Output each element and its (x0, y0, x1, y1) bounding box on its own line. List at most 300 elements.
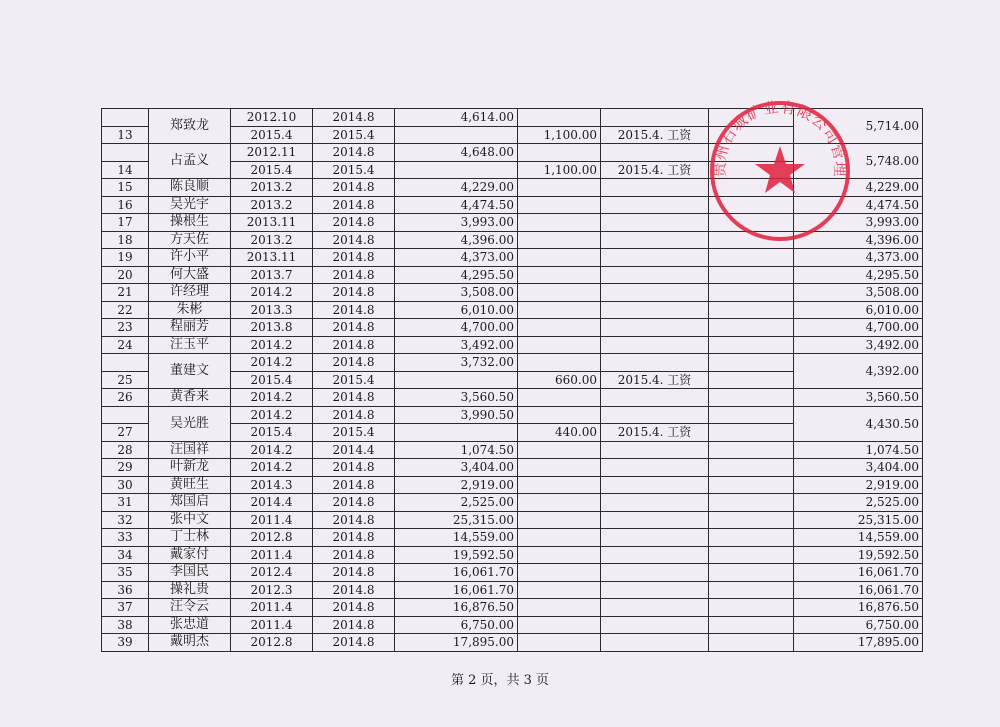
extra-amount (518, 301, 601, 319)
extra-amount (518, 231, 601, 249)
employee-name: 戴家付 (149, 546, 231, 564)
note (601, 529, 709, 547)
row-number: 39 (102, 634, 149, 652)
start-date: 2013.11 (231, 214, 313, 232)
end-date: 2014.4 (313, 441, 395, 459)
start-date: 2014.2 (231, 336, 313, 354)
end-date: 2014.8 (313, 406, 395, 424)
employee-name: 陈良顺 (149, 179, 231, 197)
row-number: 18 (102, 231, 149, 249)
row-number: 34 (102, 546, 149, 564)
amount: 3,993.00 (395, 214, 518, 232)
end-date: 2014.8 (313, 196, 395, 214)
blank-cell (709, 179, 794, 197)
row-number: 16 (102, 196, 149, 214)
extra-amount (518, 581, 601, 599)
table-row (102, 529, 923, 547)
blank-cell (709, 616, 794, 634)
blank-cell (709, 284, 794, 302)
employee-name: 戴明杰 (149, 634, 231, 652)
blank-cell (709, 109, 794, 127)
end-date: 2015.4 (313, 424, 395, 442)
total-amount: 19,592.50 (794, 546, 923, 564)
row-number (102, 354, 149, 372)
note (601, 599, 709, 617)
end-date: 2014.8 (313, 179, 395, 197)
extra-amount (518, 634, 601, 652)
end-date: 2014.8 (313, 476, 395, 494)
start-date: 2013.2 (231, 179, 313, 197)
end-date: 2014.8 (313, 249, 395, 267)
blank-cell (709, 319, 794, 337)
start-date: 2011.4 (231, 546, 313, 564)
row-number: 27 (102, 424, 149, 442)
note (601, 581, 709, 599)
row-number: 25 (102, 371, 149, 389)
employee-name: 方天佐 (149, 231, 231, 249)
end-date: 2014.8 (313, 599, 395, 617)
blank-cell (709, 266, 794, 284)
row-number (102, 109, 149, 127)
employee-name: 张中文 (149, 511, 231, 529)
wage-table (101, 108, 923, 652)
note (601, 196, 709, 214)
amount: 4,373.00 (395, 249, 518, 267)
start-date: 2012.8 (231, 634, 313, 652)
blank-cell (709, 301, 794, 319)
seal-text: 贵州石城矿业有限公司管理 (710, 98, 850, 178)
note (601, 109, 709, 127)
total-amount: 3,993.00 (794, 214, 923, 232)
employee-name: 吴光胜 (149, 406, 231, 441)
table-row (102, 389, 923, 407)
total-amount: 4,373.00 (794, 249, 923, 267)
extra-amount (518, 179, 601, 197)
row-number: 13 (102, 126, 149, 144)
table-row (102, 546, 923, 564)
end-date: 2014.8 (313, 266, 395, 284)
end-date: 2015.4 (313, 161, 395, 179)
note (601, 301, 709, 319)
amount: 19,592.50 (395, 546, 518, 564)
extra-amount: 440.00 (518, 424, 601, 442)
amount: 4,474.50 (395, 196, 518, 214)
total-amount: 14,559.00 (794, 529, 923, 547)
end-date: 2014.8 (313, 634, 395, 652)
extra-amount (518, 389, 601, 407)
note: 2015.4. 工资 (601, 161, 709, 179)
note: 2015.4. 工资 (601, 126, 709, 144)
end-date: 2014.8 (313, 214, 395, 232)
note (601, 616, 709, 634)
employee-name: 何大盛 (149, 266, 231, 284)
note (601, 494, 709, 512)
end-date: 2014.8 (313, 284, 395, 302)
row-number: 35 (102, 564, 149, 582)
row-number: 23 (102, 319, 149, 337)
extra-amount (518, 494, 601, 512)
amount: 4,614.00 (395, 109, 518, 127)
end-date: 2014.8 (313, 231, 395, 249)
blank-cell (709, 424, 794, 442)
extra-amount (518, 476, 601, 494)
row-number: 28 (102, 441, 149, 459)
table-row (102, 336, 923, 354)
start-date: 2011.4 (231, 511, 313, 529)
employee-name: 许小平 (149, 249, 231, 267)
blank-cell (709, 126, 794, 144)
amount (395, 161, 518, 179)
table-row (102, 494, 923, 512)
amount: 16,061.70 (395, 564, 518, 582)
end-date: 2015.4 (313, 126, 395, 144)
row-number: 30 (102, 476, 149, 494)
table-row (102, 441, 923, 459)
employee-name: 李国民 (149, 564, 231, 582)
amount: 3,492.00 (395, 336, 518, 354)
total-amount: 5,748.00 (794, 144, 923, 179)
blank-cell (709, 494, 794, 512)
amount: 4,396.00 (395, 231, 518, 249)
row-number: 29 (102, 459, 149, 477)
end-date: 2014.8 (313, 546, 395, 564)
start-date: 2015.4 (231, 126, 313, 144)
blank-cell (709, 564, 794, 582)
end-date: 2014.8 (313, 581, 395, 599)
amount: 14,559.00 (395, 529, 518, 547)
amount: 4,229.00 (395, 179, 518, 197)
end-date: 2014.8 (313, 301, 395, 319)
table-row (102, 581, 923, 599)
total-amount: 16,061.70 (794, 581, 923, 599)
start-date: 2012.8 (231, 529, 313, 547)
table-row (102, 249, 923, 267)
employee-name: 吴光宇 (149, 196, 231, 214)
note (601, 546, 709, 564)
extra-amount (518, 441, 601, 459)
note (601, 406, 709, 424)
extra-amount (518, 599, 601, 617)
extra-amount (518, 529, 601, 547)
start-date: 2014.2 (231, 406, 313, 424)
row-number: 32 (102, 511, 149, 529)
start-date: 2014.2 (231, 354, 313, 372)
total-amount: 6,750.00 (794, 616, 923, 634)
extra-amount: 1,100.00 (518, 126, 601, 144)
row-number: 24 (102, 336, 149, 354)
note (601, 476, 709, 494)
employee-name: 朱彬 (149, 301, 231, 319)
row-number: 38 (102, 616, 149, 634)
amount: 2,525.00 (395, 494, 518, 512)
extra-amount (518, 354, 601, 372)
end-date: 2014.8 (313, 389, 395, 407)
extra-amount (518, 144, 601, 162)
extra-amount (518, 511, 601, 529)
extra-amount (518, 266, 601, 284)
employee-name: 丁士林 (149, 529, 231, 547)
extra-amount (518, 319, 601, 337)
amount: 4,700.00 (395, 319, 518, 337)
extra-amount (518, 109, 601, 127)
start-date: 2013.2 (231, 196, 313, 214)
employee-name: 董建文 (149, 354, 231, 389)
note (601, 214, 709, 232)
row-number: 37 (102, 599, 149, 617)
blank-cell (709, 231, 794, 249)
blank-cell (709, 214, 794, 232)
row-number: 15 (102, 179, 149, 197)
table-row (102, 266, 923, 284)
blank-cell (709, 406, 794, 424)
total-amount: 2,525.00 (794, 494, 923, 512)
row-number: 14 (102, 161, 149, 179)
blank-cell (709, 336, 794, 354)
total-amount: 3,404.00 (794, 459, 923, 477)
amount: 1,074.50 (395, 441, 518, 459)
start-date: 2012.11 (231, 144, 313, 162)
note (601, 511, 709, 529)
start-date: 2014.2 (231, 389, 313, 407)
blank-cell (709, 161, 794, 179)
employee-name: 占孟义 (149, 144, 231, 179)
employee-name: 汪国祥 (149, 441, 231, 459)
amount (395, 424, 518, 442)
start-date: 2013.2 (231, 231, 313, 249)
note (601, 319, 709, 337)
table-row (102, 179, 923, 197)
blank-cell (709, 371, 794, 389)
end-date: 2014.8 (313, 564, 395, 582)
amount: 3,404.00 (395, 459, 518, 477)
end-date: 2014.8 (313, 319, 395, 337)
amount: 3,560.50 (395, 389, 518, 407)
total-amount: 3,560.50 (794, 389, 923, 407)
total-amount: 4,474.50 (794, 196, 923, 214)
start-date: 2015.4 (231, 371, 313, 389)
table-row (102, 599, 923, 617)
table-row (102, 459, 923, 477)
total-amount: 4,229.00 (794, 179, 923, 197)
start-date: 2013.3 (231, 301, 313, 319)
start-date: 2014.3 (231, 476, 313, 494)
note: 2015.4. 工资 (601, 424, 709, 442)
employee-name: 程丽芳 (149, 319, 231, 337)
employee-name: 黄香来 (149, 389, 231, 407)
total-amount: 17,895.00 (794, 634, 923, 652)
end-date: 2014.8 (313, 354, 395, 372)
extra-amount (518, 616, 601, 634)
table-row (102, 354, 923, 372)
employee-name: 黄旺生 (149, 476, 231, 494)
note (601, 179, 709, 197)
row-number: 33 (102, 529, 149, 547)
employee-name: 郑国启 (149, 494, 231, 512)
start-date: 2011.4 (231, 616, 313, 634)
extra-amount: 1,100.00 (518, 161, 601, 179)
employee-name: 许经理 (149, 284, 231, 302)
note (601, 249, 709, 267)
row-number: 17 (102, 214, 149, 232)
total-amount: 4,396.00 (794, 231, 923, 249)
blank-cell (709, 546, 794, 564)
total-amount: 2,919.00 (794, 476, 923, 494)
amount (395, 126, 518, 144)
amount: 3,990.50 (395, 406, 518, 424)
extra-amount (518, 284, 601, 302)
amount: 2,919.00 (395, 476, 518, 494)
amount: 4,295.50 (395, 266, 518, 284)
end-date: 2014.8 (313, 529, 395, 547)
start-date: 2014.4 (231, 494, 313, 512)
start-date: 2013.7 (231, 266, 313, 284)
extra-amount (518, 196, 601, 214)
blank-cell (709, 196, 794, 214)
total-amount: 4,295.50 (794, 266, 923, 284)
extra-amount (518, 249, 601, 267)
start-date: 2012.4 (231, 564, 313, 582)
amount (395, 371, 518, 389)
employee-name: 张忠道 (149, 616, 231, 634)
table-row (102, 616, 923, 634)
row-number: 19 (102, 249, 149, 267)
blank-cell (709, 476, 794, 494)
row-number: 21 (102, 284, 149, 302)
note (601, 459, 709, 477)
total-amount: 6,010.00 (794, 301, 923, 319)
row-number: 31 (102, 494, 149, 512)
table-row (102, 231, 923, 249)
total-amount: 1,074.50 (794, 441, 923, 459)
row-number: 36 (102, 581, 149, 599)
end-date: 2014.8 (313, 109, 395, 127)
note (601, 354, 709, 372)
amount: 16,061.70 (395, 581, 518, 599)
total-amount: 4,430.50 (794, 406, 923, 441)
note (601, 231, 709, 249)
total-amount: 3,508.00 (794, 284, 923, 302)
end-date: 2014.8 (313, 616, 395, 634)
amount: 17,895.00 (395, 634, 518, 652)
table-row (102, 634, 923, 652)
start-date: 2012.3 (231, 581, 313, 599)
extra-amount (518, 564, 601, 582)
note (601, 144, 709, 162)
start-date: 2014.2 (231, 441, 313, 459)
employee-name: 叶新龙 (149, 459, 231, 477)
note (601, 389, 709, 407)
table-row (102, 301, 923, 319)
note (601, 336, 709, 354)
table-row (102, 109, 923, 127)
note (601, 564, 709, 582)
employee-name: 汪令云 (149, 599, 231, 617)
note (601, 634, 709, 652)
table-row (102, 319, 923, 337)
row-number: 26 (102, 389, 149, 407)
start-date: 2014.2 (231, 459, 313, 477)
total-amount: 4,392.00 (794, 354, 923, 389)
blank-cell (709, 529, 794, 547)
employee-name: 汪玉平 (149, 336, 231, 354)
amount: 3,508.00 (395, 284, 518, 302)
extra-amount (518, 214, 601, 232)
amount: 16,876.50 (395, 599, 518, 617)
total-amount: 3,492.00 (794, 336, 923, 354)
blank-cell (709, 511, 794, 529)
end-date: 2014.8 (313, 144, 395, 162)
blank-cell (709, 354, 794, 372)
total-amount: 16,061.70 (794, 564, 923, 582)
row-number: 22 (102, 301, 149, 319)
employee-name: 操根生 (149, 214, 231, 232)
table-body (102, 109, 923, 652)
total-amount: 25,315.00 (794, 511, 923, 529)
table-row (102, 196, 923, 214)
table-row (102, 406, 923, 424)
end-date: 2014.8 (313, 494, 395, 512)
blank-cell (709, 599, 794, 617)
note (601, 266, 709, 284)
total-amount: 5,714.00 (794, 109, 923, 144)
start-date: 2012.10 (231, 109, 313, 127)
amount: 4,648.00 (395, 144, 518, 162)
blank-cell (709, 441, 794, 459)
blank-cell (709, 389, 794, 407)
end-date: 2015.4 (313, 371, 395, 389)
row-number (102, 144, 149, 162)
note (601, 441, 709, 459)
start-date: 2015.4 (231, 424, 313, 442)
blank-cell (709, 144, 794, 162)
extra-amount (518, 459, 601, 477)
end-date: 2014.8 (313, 336, 395, 354)
table-row (102, 476, 923, 494)
amount: 25,315.00 (395, 511, 518, 529)
table-row (102, 144, 923, 162)
amount: 6,750.00 (395, 616, 518, 634)
employee-name: 郑致龙 (149, 109, 231, 144)
blank-cell (709, 581, 794, 599)
extra-amount: 660.00 (518, 371, 601, 389)
table-row (102, 564, 923, 582)
table-row (102, 511, 923, 529)
end-date: 2014.8 (313, 459, 395, 477)
start-date: 2013.11 (231, 249, 313, 267)
employee-name: 操礼贵 (149, 581, 231, 599)
blank-cell (709, 459, 794, 477)
start-date: 2013.8 (231, 319, 313, 337)
start-date: 2015.4 (231, 161, 313, 179)
page-footer: 第 2 页，共 3 页 (450, 673, 550, 688)
blank-cell (709, 249, 794, 267)
row-number: 20 (102, 266, 149, 284)
note: 2015.4. 工资 (601, 371, 709, 389)
extra-amount (518, 546, 601, 564)
total-amount: 16,876.50 (794, 599, 923, 617)
extra-amount (518, 336, 601, 354)
start-date: 2014.2 (231, 284, 313, 302)
table-row (102, 284, 923, 302)
total-amount: 4,700.00 (794, 319, 923, 337)
amount: 3,732.00 (395, 354, 518, 372)
amount: 6,010.00 (395, 301, 518, 319)
row-number (102, 406, 149, 424)
note (601, 284, 709, 302)
table-row (102, 214, 923, 232)
end-date: 2014.8 (313, 511, 395, 529)
start-date: 2011.4 (231, 599, 313, 617)
